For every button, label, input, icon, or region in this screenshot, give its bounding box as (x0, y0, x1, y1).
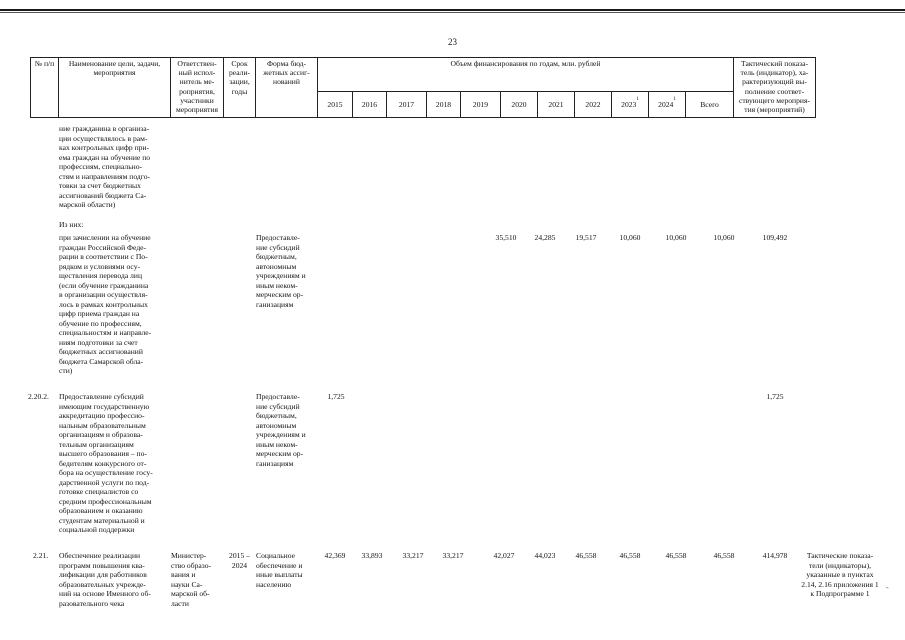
row-221-2021: 46,558 (575, 551, 597, 560)
header-total: Всего (686, 92, 734, 118)
sub-row-2021: 19,517 (575, 233, 597, 242)
header-financing: Объем финансирования по годам, млн. рублей (318, 58, 734, 92)
sub-row-name: при зачислении на обучение граждан Российской Феде- рации в соответствии с По- рядком и условиями осу- ществления перевода лиц (если обучение гражданина в организации осуществля- лось в рамках контрольных цифр приема граждан на обучение по профессиям, специальностям и направле- ниям подготовки за счет бюджетных ассигнований бюджета Самарской обла- сти) (59, 233, 152, 375)
header-year-2019: 2019 (461, 92, 501, 118)
header-indicator: Тактический показа-тель (индикатор), ха-рактеризующий вы-полнение соответ-ствующего мероприя-тия (мероприятий) (734, 58, 816, 118)
header-term: Срок реали-зации, годы (224, 58, 256, 118)
scan-mark: - (886, 583, 889, 592)
top-rule (0, 9, 905, 11)
row-2202-name: Предоставление субсидий имеющим государственную аккредитацию профессио- нальным образовательным организациям и образова- тельным организациям высшего образования – по- бедителям конкурсного от- бора на осуществление госу- дарственной услуги по под- готовке специалистов со средним профессиональным образованием и оказанию студентам материальной и социальной поддержки (59, 392, 153, 534)
row-221-2018: 33,217 (442, 551, 464, 560)
row-221-2019: 42,027 (493, 551, 515, 560)
table-header (30, 57, 816, 118)
continued-name: ние гражданина в организа- ции осуществлялось в рам- ках контрольных цифр при- ема граждан на обучение по профессиям, специально- стям и направлениям подго- товки за счет бюджетных ассигнований бюджета Са- марской области) (59, 124, 151, 209)
top-rule-thin (0, 12, 905, 13)
row-2202-total: 1,725 (766, 392, 784, 401)
header-name: Наименование цели, задачи, мероприятия (59, 58, 171, 118)
sub-row-2019: 35,510 (495, 233, 517, 242)
row-221-2022: 46,558 (619, 551, 641, 560)
row-221-term: 2015 – 2024 (229, 551, 250, 570)
header-form: Форма бюд-жетных ассиг-нований (256, 58, 318, 118)
row-221-total: 414,978 (762, 551, 788, 560)
row-221-2020: 44,023 (534, 551, 556, 560)
header-responsible: Ответствен-ный испол-нитель ме-роприятия, участники мероприятия (171, 58, 224, 118)
row-2202-form: Предоставле- ние субсидий бюджетным, автономным учреждениям и иным неком- мерческим ор- ганизациям (256, 392, 306, 468)
row-221-name: Обеспечение реализации программ повышения ква- лификации для работников образовательных учрежде- ний на основе Именного об- разовательного чека (59, 551, 151, 608)
header-year-2016: 2016 (353, 92, 387, 118)
header-year-2017: 2017 (387, 92, 427, 118)
header-year-2021: 2021 (538, 92, 575, 118)
header-year-2020: 2020 (501, 92, 538, 118)
sub-row-2024: 10,060 (713, 233, 735, 242)
sub-row-total: 109,492 (762, 233, 788, 242)
row-221-number: 2.21. (33, 551, 49, 560)
row-221-2015: 42,369 (324, 551, 346, 560)
row-221-2023: 46,558 (665, 551, 687, 560)
header-num: № п/п (31, 58, 59, 118)
sub-label: Из них: (59, 220, 84, 229)
sub-row-form: Предоставле- ние субсидий бюджетным, автономным учреждениям и иным неком- мерческим ор- ганизациям (256, 233, 306, 309)
header-year-2023: 2023$^1$ (612, 92, 649, 118)
sub-row-2022: 10,060 (619, 233, 641, 242)
row-2202-number: 2.20.2. (28, 392, 49, 401)
header-year-2018: 2018 (427, 92, 461, 118)
row-221-responsible: Министер- ство образо- вания и науки Са- марской об- ласти (171, 551, 212, 608)
row-221-form: Социальное обеспечение и иные выплаты населению (256, 551, 303, 589)
row-221-indicator: Тактические показа- тели (индикаторы), указанные в пунктах 2.14, 2.16 приложения 1 к Подпрограмме 1 (801, 551, 879, 598)
sub-row-2020: 24,285 (534, 233, 556, 242)
sub-row-2023: 10,060 (665, 233, 687, 242)
header-year-2022: 2022 (575, 92, 612, 118)
row-2202-2015: 1,725 (327, 392, 345, 401)
row-221-2016: 33,893 (361, 551, 383, 560)
page-number: 23 (448, 37, 457, 47)
row-221-2017: 33,217 (402, 551, 424, 560)
row-221-2024: 46,558 (713, 551, 735, 560)
header-year-2015: 2015 (318, 92, 353, 118)
header-year-2024: 2024$^1$ (649, 92, 686, 118)
